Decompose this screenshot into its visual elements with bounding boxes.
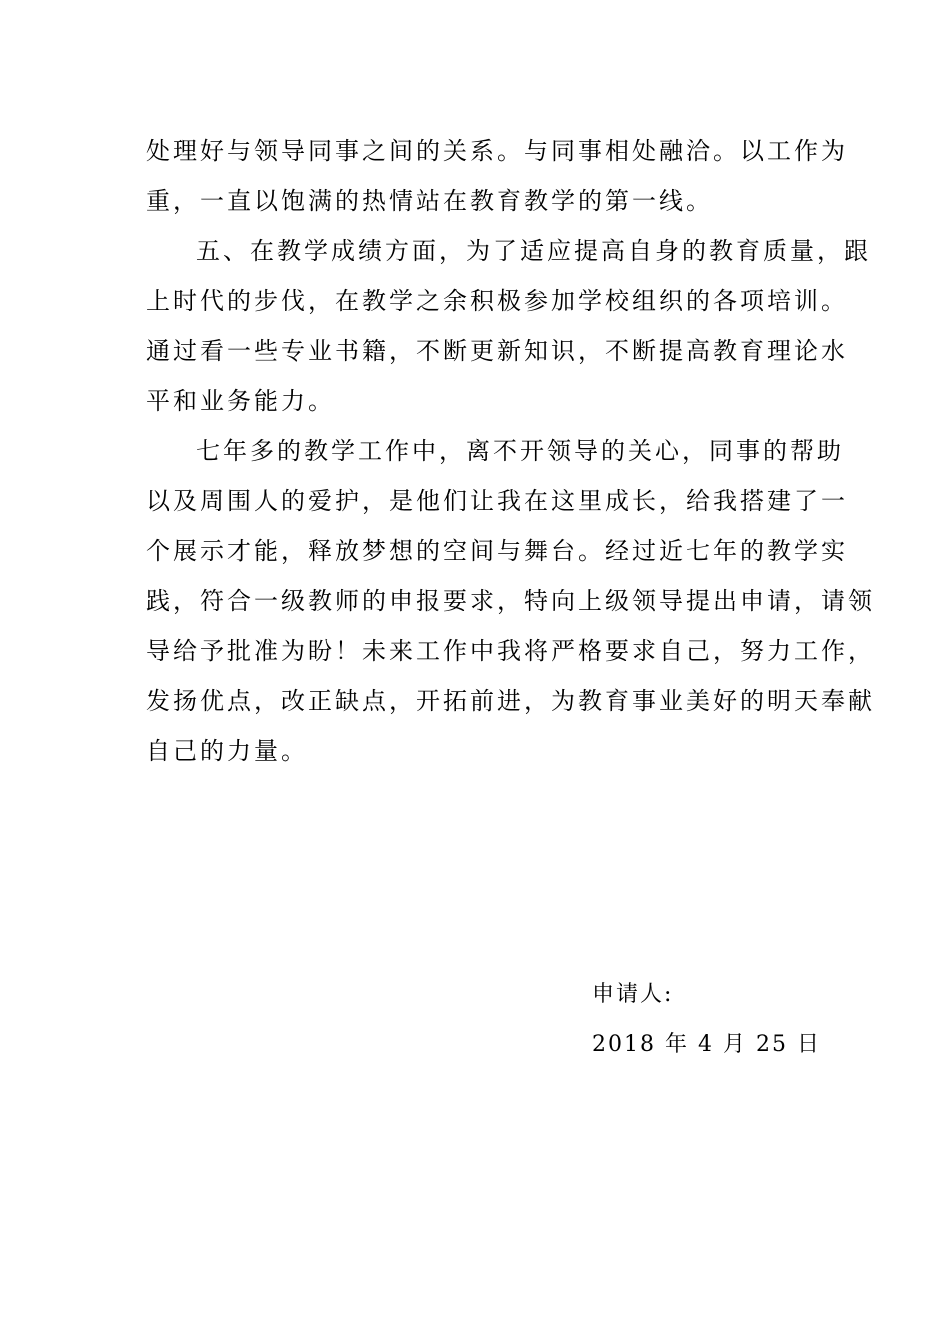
paragraph-line: 以及周围人的爱护，是他们让我在这里成长，给我搭建了一 [146, 487, 848, 515]
paragraph-line: 个展示才能，释放梦想的空间与舞台。经过近七年的教学实 [146, 537, 848, 565]
paragraph-line: 上时代的步伐，在教学之余积极参加学校组织的各项培训。 [146, 287, 848, 315]
paragraph-line: 平和业务能力。 [146, 387, 335, 415]
signature-label: 申请人: [592, 982, 674, 1007]
paragraph-line: 通过看一些专业书籍，不断更新知识，不断提高教育理论水 [146, 337, 848, 365]
paragraph-line: 重，一直以饱满的热情站在教育教学的第一线。 [146, 187, 713, 215]
signature-date: 2018 年 4 月 25 日 [592, 1032, 821, 1057]
paragraph-line: 践，符合一级教师的申报要求，特向上级领导提出申请，请领 [146, 587, 875, 615]
paragraph-line: 自己的力量。 [146, 737, 308, 765]
paragraph-line: 处理好与领导同事之间的关系。与同事相处融洽。以工作为 [146, 137, 848, 165]
paragraph-line: 发扬优点，改正缺点，开拓前进，为教育事业美好的明天奉献 [146, 687, 875, 715]
paragraph-line: 导给予批准为盼！未来工作中我将严格要求自己，努力工作， [146, 637, 875, 665]
paragraph-line: 五、在教学成绩方面，为了适应提高自身的教育质量，跟 [196, 237, 871, 265]
paragraph-line: 七年多的教学工作中，离不开领导的关心，同事的帮助 [196, 437, 844, 465]
